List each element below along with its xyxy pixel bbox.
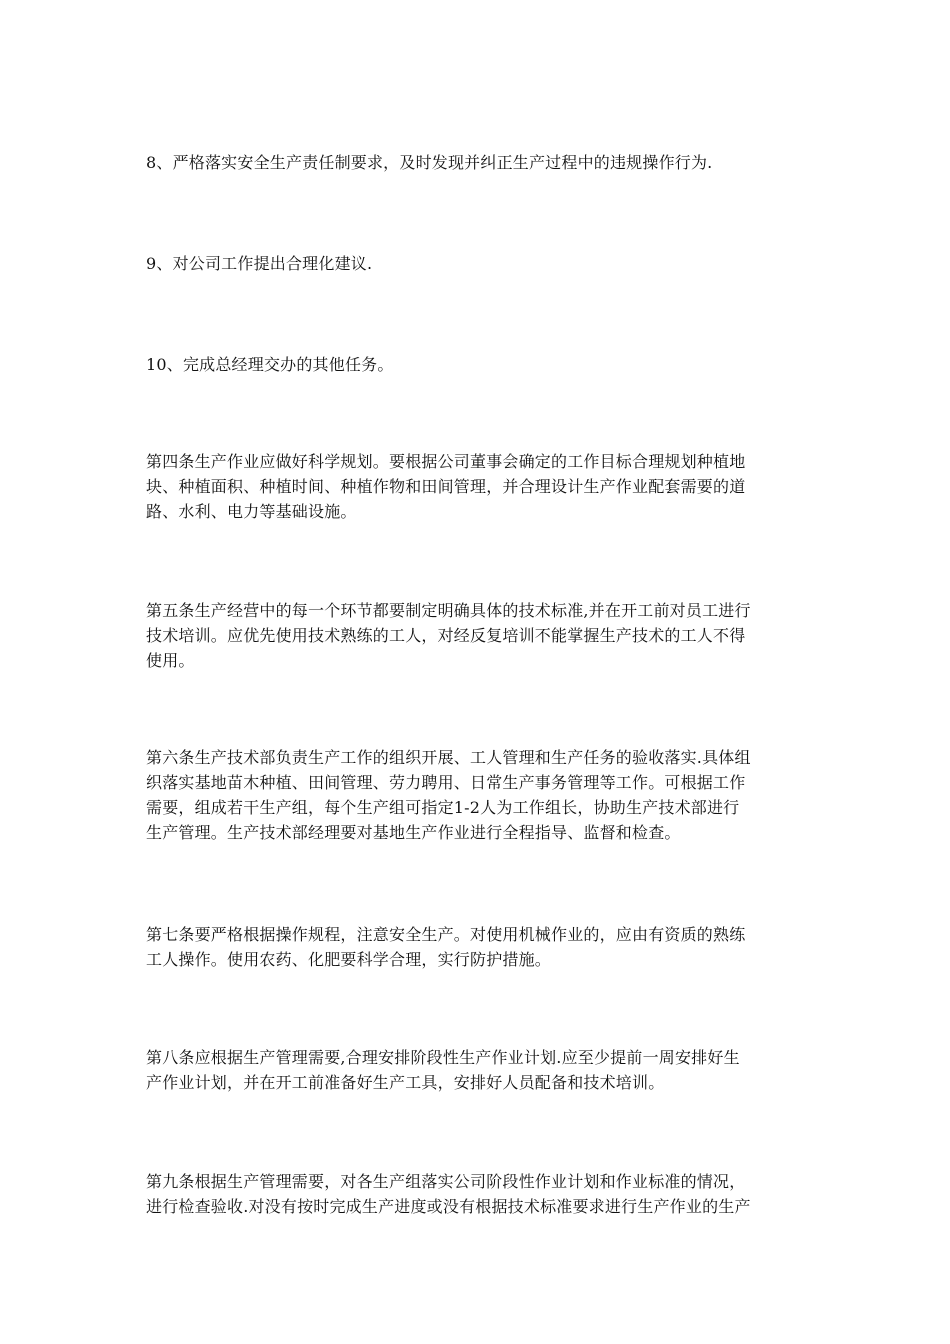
paragraph-item-8: 8、严格落实安全生产责任制要求，及时发现并纠正生产过程中的违规操作行为. [146,153,713,172]
paragraph-item-10: 10、完成总经理交办的其他任务。 [146,355,394,374]
paragraph-article-4: 第四条生产作业应做好科学规划。要根据公司董事会确定的工作目标合理规划种植地 块、种植面积、种植时间、种植作物和田间管理，并合理设计生产作业配套需要的道 路、水利、电力等基础设施。 [146,452,746,521]
paragraph-article-9: 第九条根据生产管理需要，对各生产组落实公司阶段性作业计划和作业标准的情况， 进行检查验收.对没有按时完成生产进度或没有根据技术标准要求进行生产作业的生产 [146,1172,751,1216]
paragraph-article-7: 第七条要严格根据操作规程，注意安全生产。对使用机械作业的，应由有资质的熟练 工人操作。使用农药、化肥要科学合理，实行防护措施。 [146,925,746,969]
paragraph-item-9: 9、对公司工作提出合理化建议. [146,254,373,273]
paragraph-article-8: 第八条应根据生产管理需要,合理安排阶段性生产作业计划.应至少提前一周安排好生 产作业计划，并在开工前准备好生产工具，安排好人员配备和技术培训。 [146,1048,740,1092]
paragraph-article-6: 第六条生产技术部负责生产工作的组织开展、工人管理和生产任务的验收落实.具体组 织落实基地苗木种植、田间管理、劳力聘用、日常生产事务管理等工作。可根据工作 需要，组成若干生产组，每个生产组可指定1-2人为工作组长，协助生产技术部进行 生产管理。生产技术部经理要对基地生产作业进行全程指导、监督和检查。 [146,748,751,842]
paragraph-article-5: 第五条生产经营中的每一个环节都要制定明确具体的技术标准,并在开工前对员工进行 技术培训。应优先使用技术熟练的工人，对经反复培训不能掌握生产技术的工人不得 使用。 [146,601,751,670]
